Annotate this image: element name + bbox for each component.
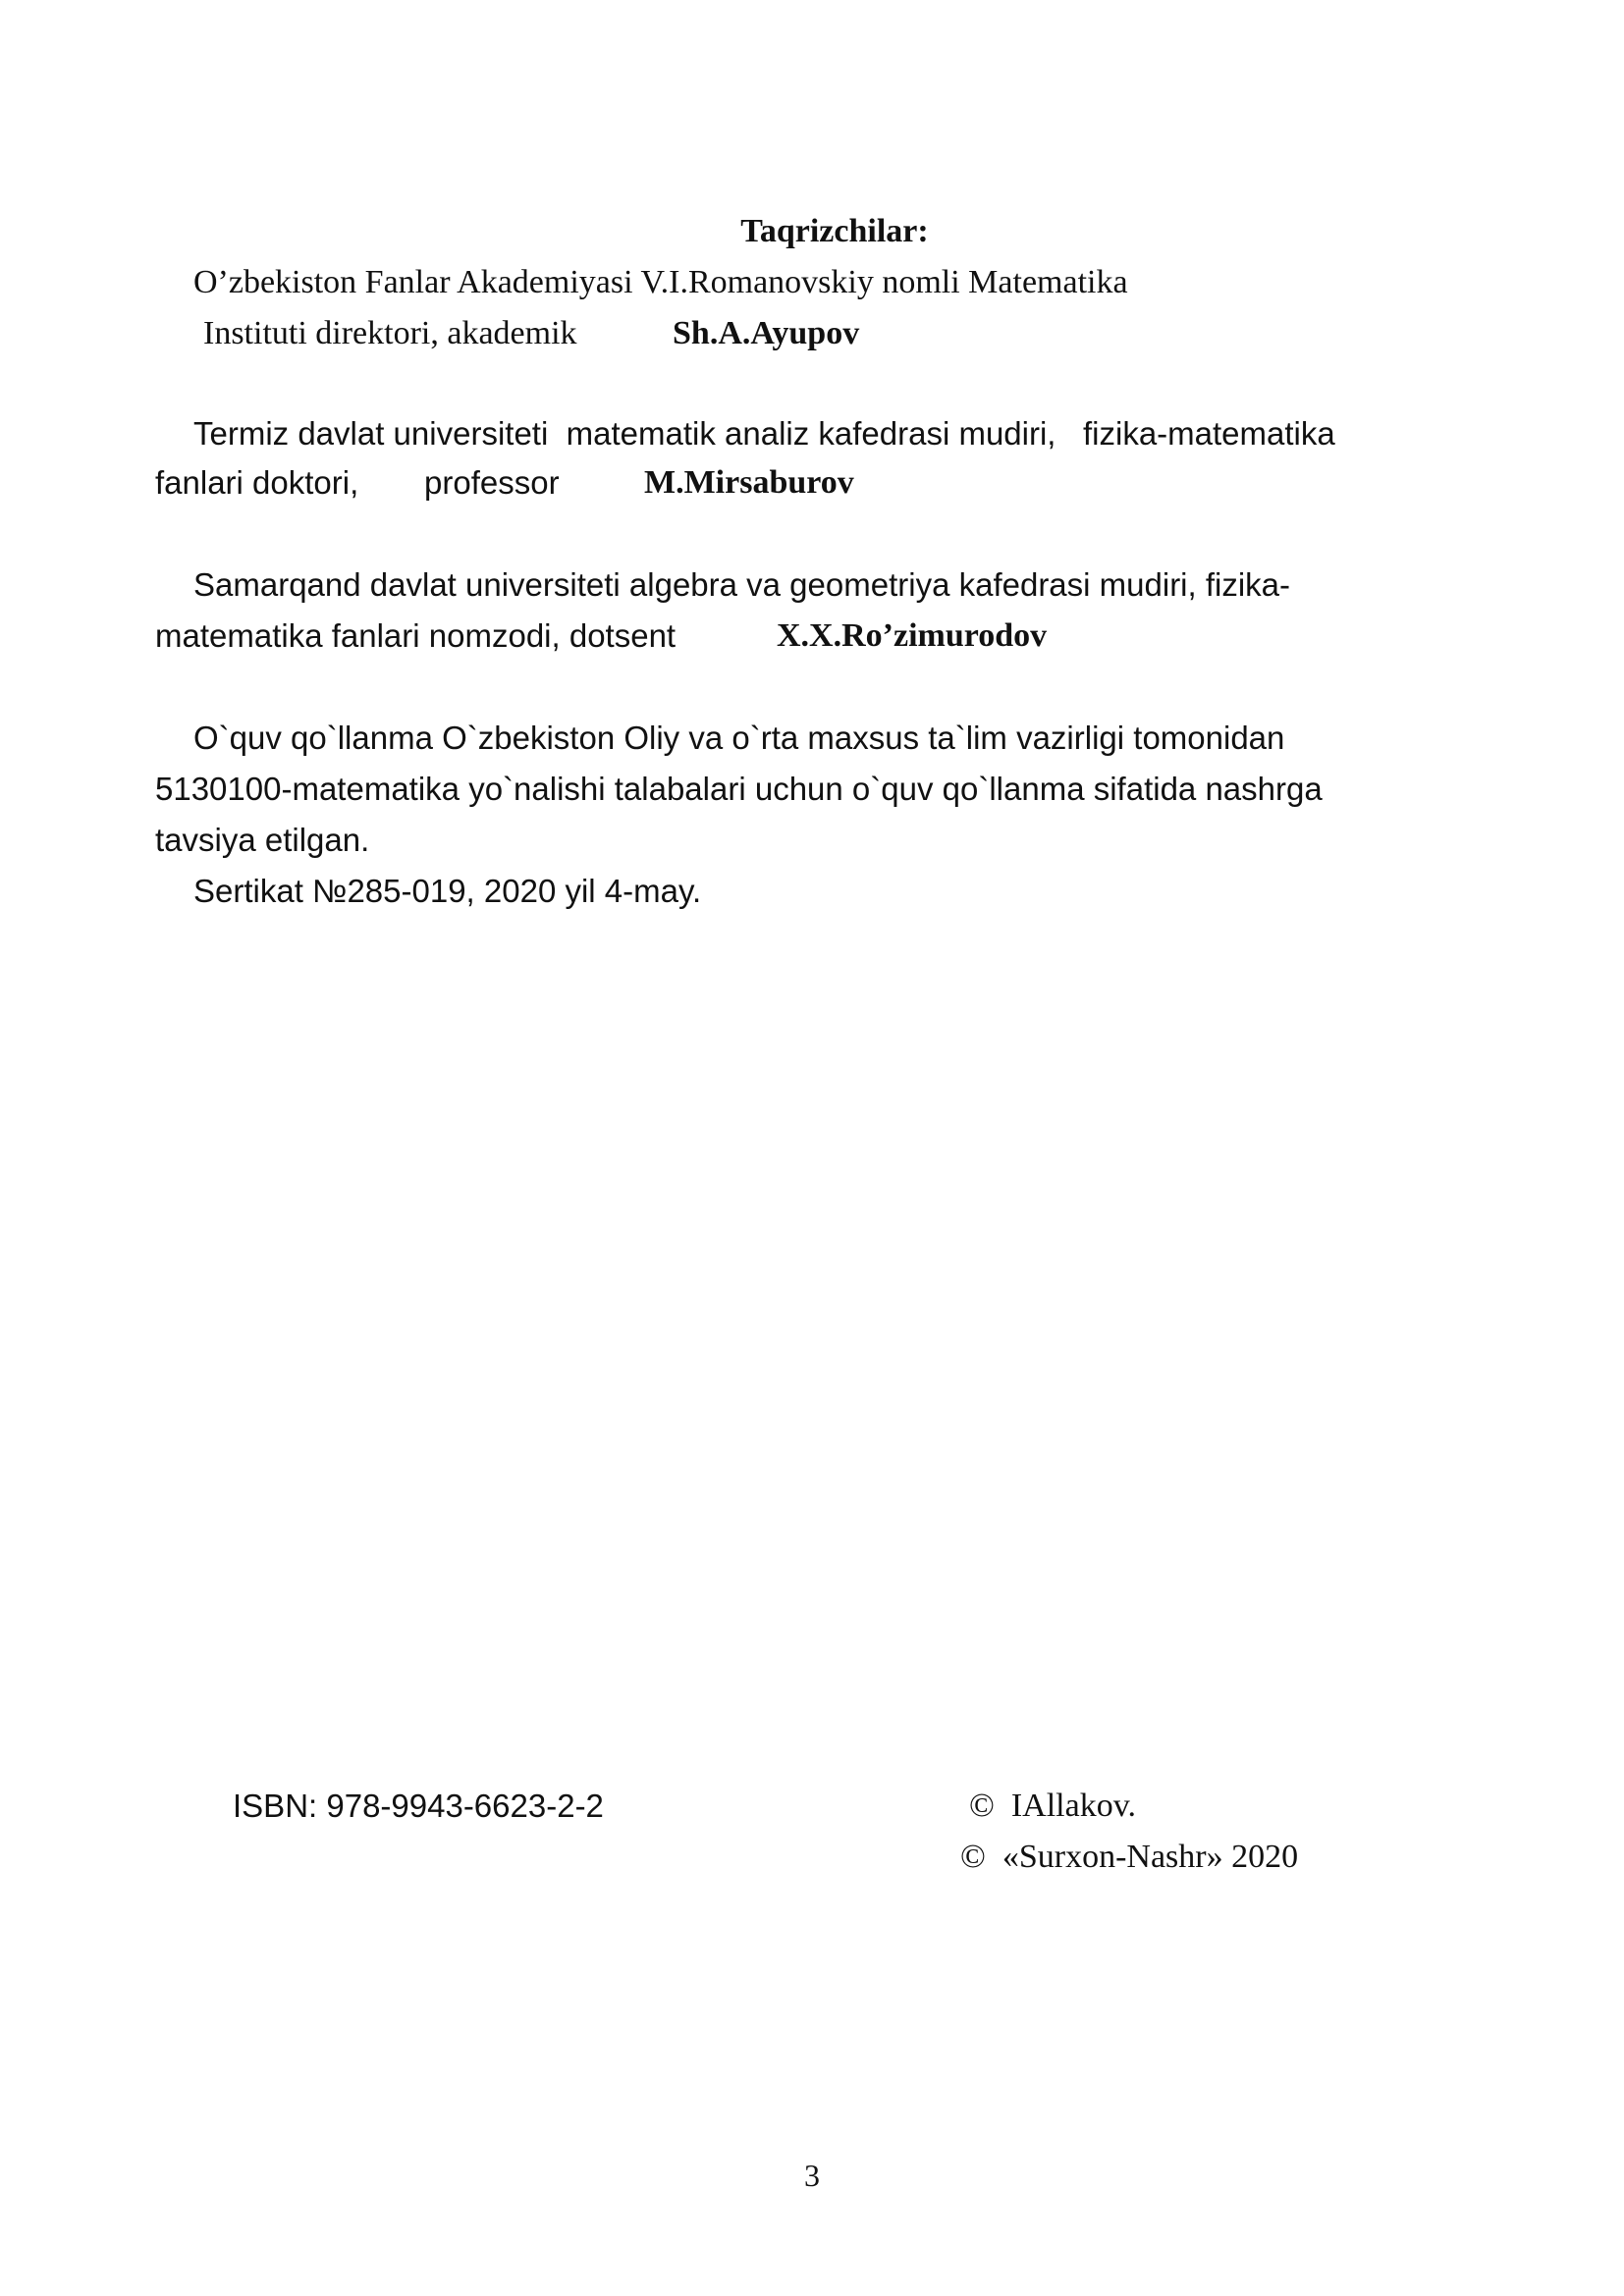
copyright-author: © IAllakov. [969, 1788, 1136, 1824]
approval-line-1: O`quv qo`llanma O`zbekiston Oliy va o`rta maxsus ta`lim vazirligi tomonidan [193, 720, 1285, 756]
reviewer-1-title: Instituti direktori, akademik [203, 315, 577, 351]
copyright-publisher: © «Surxon-Nashr» 2020 [960, 1839, 1299, 1875]
reviewer-3-name: X.X.Ro’zimurodov [777, 617, 1048, 654]
reviewer-3-affiliation: Samarqand davlat universiteti algebra va geometriya kafedrasi mudiri, fizika- [193, 566, 1291, 603]
reviewer-2-degree: fanlari doktori, [155, 464, 359, 501]
reviewer-1-affiliation: O’zbekiston Fanlar Akademiyasi V.I.Romanovskiy nomli Matematika [193, 264, 1128, 300]
reviewer-2-name: M.Mirsaburov [644, 464, 854, 501]
reviewer-1-name: Sh.A.Ayupov [673, 315, 860, 351]
reviewers-heading: Taqrizchilar: [740, 213, 929, 249]
approval-line-2: 5130100-matematika yo`nalishi talabalari uchun o`quv qo`llanma sifatida nashrga [155, 771, 1323, 807]
isbn: ISBN: 978-9943-6623-2-2 [233, 1788, 604, 1824]
approval-line-3: tavsiya etilgan. [155, 822, 370, 858]
reviewer-2-affiliation: Termiz davlat universiteti matematik analiz kafedrasi mudiri, fizika-matematika [193, 415, 1335, 452]
page-number: 3 [804, 2158, 820, 2193]
certificate-line: Sertikat №285-019, 2020 yil 4-may. [193, 873, 702, 909]
reviewer-2-title: professor [424, 464, 560, 501]
reviewer-3-title: matematika fanlari nomzodi, dotsent [155, 617, 677, 654]
